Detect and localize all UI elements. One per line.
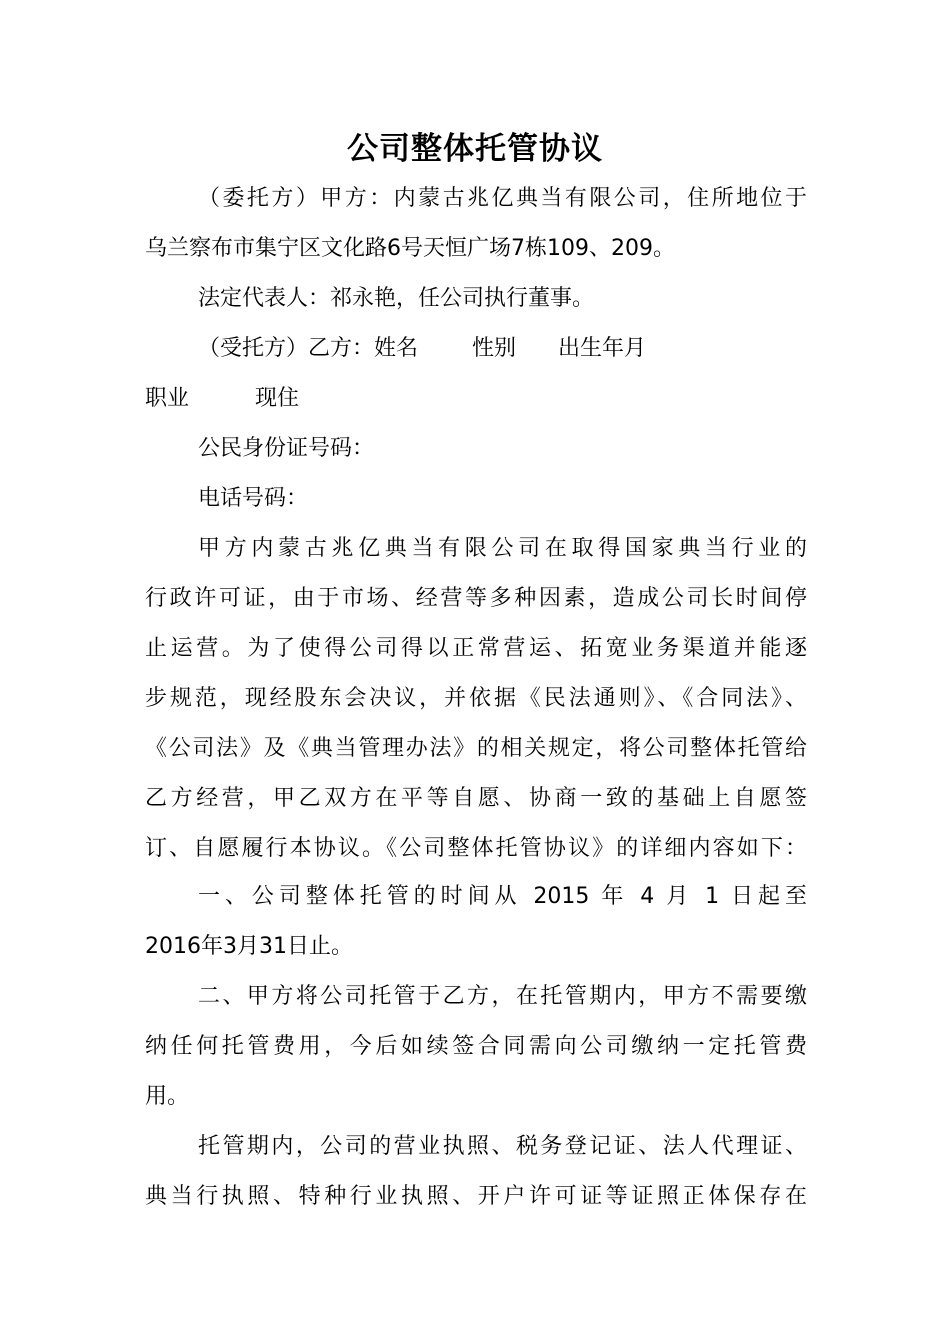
clause-1-line: 2016年3月31日止。 bbox=[145, 934, 353, 959]
party-b-name-label: （受托方）乙方：姓名 bbox=[198, 336, 419, 361]
phone-number-label: 电话号码： bbox=[198, 486, 309, 511]
party-b-address-label: 现住 bbox=[255, 386, 300, 411]
paragraph-line: 托管期内，公司的营业执照、税务登记证、法人代理证、 bbox=[198, 1134, 807, 1159]
paragraph-line: 订、自愿履行本协议。《公司整体托管协议》的详细内容如下： bbox=[145, 836, 807, 861]
paragraph-line: 甲方内蒙古兆亿典当有限公司在取得国家典当行业的 bbox=[198, 536, 807, 561]
clause-1-line: 一、公司整体托管的时间从 2015 年 4 月 1 日起至 bbox=[198, 884, 807, 909]
paragraph-line: 止运营。为了使得公司得以正常营运、拓宽业务渠道并能逐 bbox=[145, 636, 807, 661]
paragraph-line: 《公司法》及《典当管理办法》的相关规定，将公司整体托管给 bbox=[145, 736, 807, 761]
party-b-occupation-line bbox=[145, 384, 807, 414]
paragraph-line: 行政许可证，由于市场、经营等多种因素，造成公司长时间停 bbox=[145, 586, 807, 611]
document-title: 公司整体托管协议 bbox=[347, 131, 603, 167]
party-b-birth-label: 出生年月 bbox=[558, 336, 647, 361]
paragraph-line: （委托方）甲方：内蒙古兆亿典当有限公司，住所地位于 bbox=[198, 186, 807, 211]
party-b-gender-label: 性别 bbox=[472, 336, 517, 361]
clause-2-line: 纳任何托管费用，今后如续签合同需向公司缴纳一定托管费 bbox=[145, 1034, 807, 1059]
party-b-line bbox=[198, 334, 807, 364]
party-b-occupation-label: 职业 bbox=[145, 386, 190, 411]
id-number-label: 公民身份证号码： bbox=[198, 436, 375, 461]
paragraph-line: 典当行执照、特种行业执照、开户许可证等证照正体保存在 bbox=[145, 1184, 807, 1209]
clause-2-line: 二、甲方将公司托管于乙方，在托管期内，甲方不需要缴 bbox=[198, 984, 807, 1009]
paragraph-line: 乙方经营，甲乙双方在平等自愿、协商一致的基础上自愿签 bbox=[145, 786, 807, 811]
paragraph-line: 步规范，现经股东会决议，并依据《民法通则》、《合同法》、 bbox=[145, 686, 807, 711]
paragraph-line: 乌兰察布市集宁区文化路6号天恒广场7栋109、209。 bbox=[145, 236, 675, 261]
paragraph-line: 法定代表人：祁永艳，任公司执行董事。 bbox=[198, 286, 595, 311]
clause-2-line: 用。 bbox=[145, 1084, 190, 1109]
